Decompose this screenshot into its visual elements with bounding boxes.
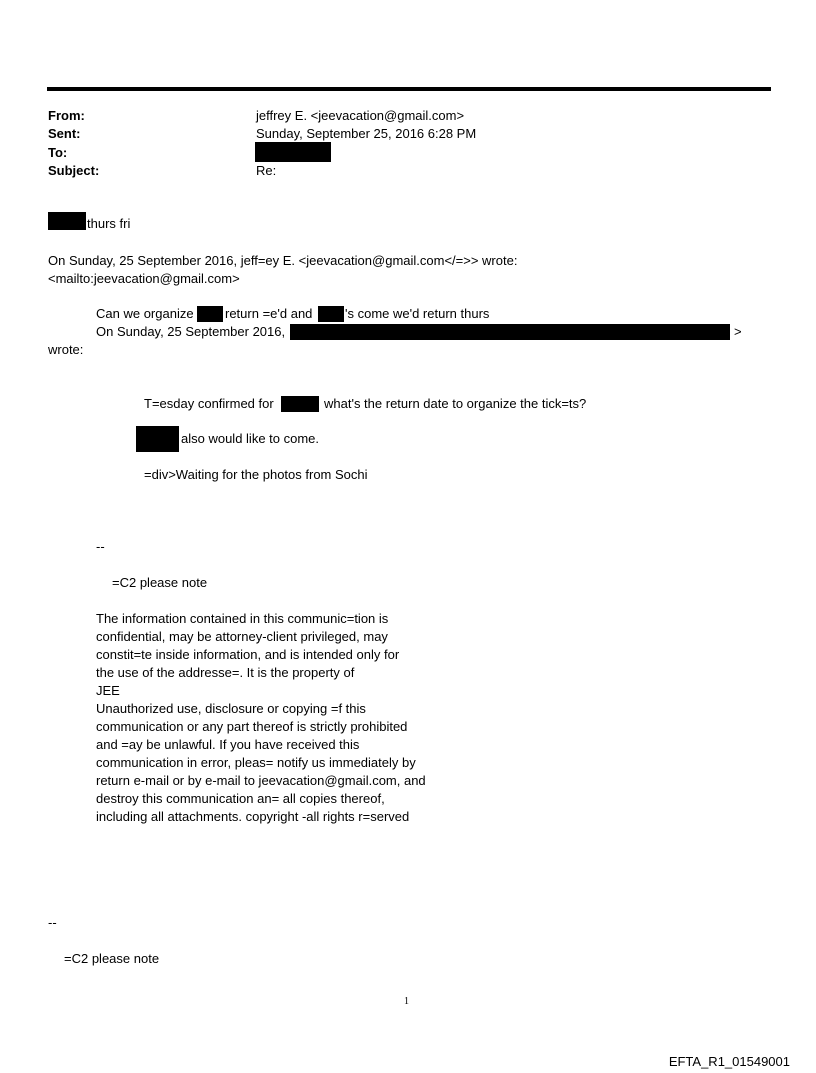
document-id: EFTA_R1_01549001 — [668, 1054, 790, 1069]
quote-header-1: On Sunday, 25 September 2016, jeff=ey E. <jeevacation@gmail.com</=>> wrote: — [48, 253, 518, 268]
disclaimer-line: return e-mail or by e-mail to jeevacation@gmail.com, and — [96, 773, 426, 788]
quote-header-2-end: > — [734, 324, 742, 339]
to-redaction — [255, 142, 331, 162]
quote-header-2: On Sunday, 25 September 2016, — [96, 324, 286, 339]
sent-value: Sunday, September 25, 2016 6:28 PM — [256, 126, 477, 141]
reply-line: thurs fri — [87, 216, 131, 231]
signature-dash-2: -- — [48, 915, 57, 930]
disclaimer-line: and =ay be unlawful. If you have received this — [96, 737, 360, 752]
redaction-4 — [290, 324, 730, 340]
disclaimer-line: confidential, may be attorney-client privileged, may — [96, 629, 388, 644]
redaction-2 — [197, 306, 223, 322]
disclaimer-line: The information contained in this communic=tion is — [96, 611, 389, 626]
subject-value: Re: — [256, 163, 277, 178]
disclaimer-line: JEE — [96, 683, 120, 698]
photos-line: =div>Waiting for the photos from Sochi — [144, 467, 368, 482]
please-note-1: =C2 please note — [112, 575, 208, 590]
disclaimer-line: the use of the addresse=. It is the property of — [96, 665, 355, 680]
tuesday-part-1: T=esday confirmed for — [144, 396, 274, 411]
quote-mailto-1: <mailto:jeevacation@gmail.com> — [48, 271, 240, 286]
redaction-3 — [318, 306, 344, 322]
disclaimer-line: constit=te inside information, and is intended only for — [96, 647, 400, 662]
also-come-line: also would like to come. — [181, 431, 320, 446]
from-value: jeffrey E. <jeevacation@gmail.com> — [256, 108, 465, 123]
sent-label: Sent: — [48, 126, 81, 141]
from-label: From: — [48, 108, 85, 123]
disclaimer-line: Unauthorized use, disclosure or copying =f this — [96, 701, 366, 716]
to-label: To: — [48, 145, 68, 160]
organize-part-3: 's come we'd return thurs — [345, 306, 490, 321]
tuesday-part-2: what's the return date to organize the tick=ts? — [324, 396, 587, 411]
redaction-1 — [48, 212, 86, 230]
disclaimer-block — [96, 610, 426, 826]
disclaimer-line: communication in error, pleas= notify us immediately by — [96, 755, 416, 770]
please-note-2: =C2 please note — [64, 951, 160, 966]
organize-part-2: return =e'd and — [225, 306, 313, 321]
redaction-5 — [281, 396, 319, 412]
wrote-label: wrote: — [48, 342, 84, 357]
organize-part-1: Can we organize — [96, 306, 194, 321]
disclaimer-line: including all attachments. copyright -all rights r=served — [96, 809, 410, 824]
redaction-6 — [136, 426, 179, 452]
disclaimer-line: communication or any part thereof is strictly prohibited — [96, 719, 408, 734]
header-rule — [47, 87, 771, 91]
disclaimer-line: destroy this communication an= all copies thereof, — [96, 791, 385, 806]
subject-label: Subject: — [48, 163, 100, 178]
signature-dash-1: -- — [96, 539, 105, 554]
page-number: 1 — [404, 996, 409, 1007]
